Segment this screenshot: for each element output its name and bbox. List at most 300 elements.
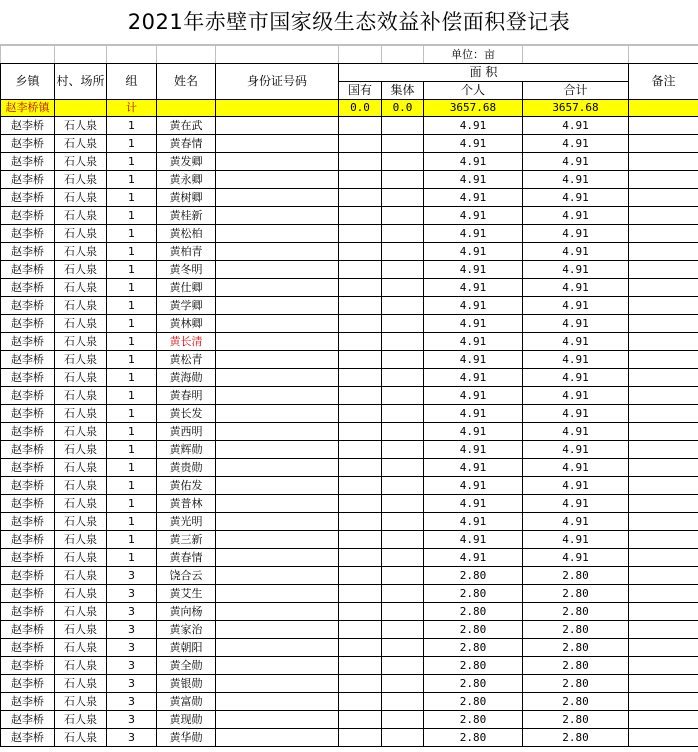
cell-id-number[interactable] <box>216 225 339 243</box>
cell-village[interactable]: 石人泉 <box>55 657 107 675</box>
cell-id-number[interactable] <box>216 513 339 531</box>
cell-collective[interactable] <box>382 279 424 297</box>
cell-township[interactable]: 赵李桥 <box>1 117 55 135</box>
cell-individual[interactable]: 4.91 <box>424 369 523 387</box>
cell-individual[interactable]: 4.91 <box>424 477 523 495</box>
cell-individual[interactable]: 2.80 <box>424 639 523 657</box>
cell-group[interactable]: 1 <box>107 279 157 297</box>
cell-township[interactable]: 赵李桥 <box>1 423 55 441</box>
cell-id-number[interactable] <box>216 549 339 567</box>
cell-collective[interactable] <box>382 477 424 495</box>
cell-village[interactable]: 石人泉 <box>55 333 107 351</box>
cell-id-number[interactable] <box>216 351 339 369</box>
cell-township[interactable]: 赵李桥 <box>1 279 55 297</box>
cell-id-number[interactable] <box>216 585 339 603</box>
cell-remarks[interactable] <box>629 693 698 711</box>
cell-state[interactable] <box>339 657 382 675</box>
cell-name[interactable]: 黄树卿 <box>157 189 216 207</box>
cell-village[interactable]: 石人泉 <box>55 153 107 171</box>
cell-name[interactable]: 黄松青 <box>157 351 216 369</box>
cell-township[interactable]: 赵李桥 <box>1 531 55 549</box>
cell-township[interactable]: 赵李桥 <box>1 369 55 387</box>
cell-individual[interactable]: 4.91 <box>424 441 523 459</box>
cell-individual[interactable]: 4.91 <box>424 243 523 261</box>
cell-remarks[interactable] <box>629 549 698 567</box>
cell-name[interactable]: 黄辉勋 <box>157 441 216 459</box>
cell-name[interactable]: 黄发卿 <box>157 153 216 171</box>
cell-remarks[interactable] <box>629 639 698 657</box>
cell-id-number[interactable] <box>216 639 339 657</box>
cell-township[interactable]: 赵李桥 <box>1 207 55 225</box>
cell-township[interactable]: 赵李桥 <box>1 225 55 243</box>
cell-village[interactable]: 石人泉 <box>55 711 107 729</box>
cell-group[interactable]: 3 <box>107 567 157 585</box>
cell-name[interactable]: 黄朝阳 <box>157 639 216 657</box>
cell-state[interactable] <box>339 207 382 225</box>
cell-state[interactable] <box>339 297 382 315</box>
cell-township[interactable]: 赵李桥 <box>1 603 55 621</box>
cell-id-number[interactable] <box>216 261 339 279</box>
cell-individual[interactable]: 2.80 <box>424 693 523 711</box>
cell-total[interactable]: 2.80 <box>523 621 629 639</box>
cell-name[interactable]: 黄贵勋 <box>157 459 216 477</box>
cell-village[interactable]: 石人泉 <box>55 243 107 261</box>
cell-township[interactable]: 赵李桥 <box>1 333 55 351</box>
cell-group[interactable]: 1 <box>107 423 157 441</box>
cell-remarks[interactable] <box>629 387 698 405</box>
cell-id-number[interactable] <box>216 729 339 747</box>
cell-remarks[interactable] <box>629 477 698 495</box>
cell-name[interactable]: 黄银勋 <box>157 675 216 693</box>
cell-name[interactable]: 黄富勋 <box>157 693 216 711</box>
cell-name[interactable]: 黄学卿 <box>157 297 216 315</box>
cell-collective[interactable] <box>382 585 424 603</box>
cell-remarks[interactable] <box>629 261 698 279</box>
cell-group[interactable]: 1 <box>107 243 157 261</box>
cell-id-number[interactable] <box>216 297 339 315</box>
cell-state[interactable] <box>339 387 382 405</box>
cell-township[interactable]: 赵李桥 <box>1 621 55 639</box>
cell-collective[interactable] <box>382 117 424 135</box>
cell-collective[interactable] <box>382 675 424 693</box>
cell-remarks[interactable] <box>629 585 698 603</box>
cell-state[interactable] <box>339 117 382 135</box>
cell-id-number[interactable] <box>216 441 339 459</box>
cell-village[interactable]: 石人泉 <box>55 315 107 333</box>
cell-name[interactable]: 黄全勋 <box>157 657 216 675</box>
cell-state[interactable] <box>339 405 382 423</box>
cell-group[interactable]: 1 <box>107 441 157 459</box>
cell-individual[interactable]: 4.91 <box>424 207 523 225</box>
cell-individual[interactable]: 4.91 <box>424 117 523 135</box>
cell-state[interactable] <box>339 675 382 693</box>
cell-individual[interactable]: 4.91 <box>424 387 523 405</box>
cell-collective[interactable] <box>382 243 424 261</box>
cell-remarks[interactable] <box>629 495 698 513</box>
cell-state[interactable] <box>339 693 382 711</box>
cell-total[interactable]: 2.80 <box>523 675 629 693</box>
cell-remarks[interactable] <box>629 675 698 693</box>
cell-collective[interactable] <box>382 369 424 387</box>
cell-state[interactable] <box>339 369 382 387</box>
cell-village[interactable]: 石人泉 <box>55 729 107 747</box>
cell-remarks[interactable] <box>629 351 698 369</box>
cell-state[interactable] <box>339 639 382 657</box>
cell-id-number[interactable] <box>216 207 339 225</box>
cell-total[interactable]: 4.91 <box>523 513 629 531</box>
cell-total[interactable]: 4.91 <box>523 297 629 315</box>
cell-collective[interactable] <box>382 315 424 333</box>
cell-total[interactable]: 4.91 <box>523 117 629 135</box>
cell-individual[interactable]: 4.91 <box>424 333 523 351</box>
cell-state[interactable] <box>339 585 382 603</box>
cell-village[interactable]: 石人泉 <box>55 117 107 135</box>
cell-id-number[interactable] <box>216 171 339 189</box>
cell-village[interactable]: 石人泉 <box>55 549 107 567</box>
cell-name[interactable]: 黄冬明 <box>157 261 216 279</box>
cell-total[interactable]: 4.91 <box>523 189 629 207</box>
cell-township[interactable]: 赵李桥 <box>1 477 55 495</box>
cell-remarks[interactable] <box>629 531 698 549</box>
cell-id-number[interactable] <box>216 567 339 585</box>
cell-name[interactable]: 黄春情 <box>157 549 216 567</box>
cell-id-number[interactable] <box>216 693 339 711</box>
cell-name[interactable]: 黄柏青 <box>157 243 216 261</box>
cell-township[interactable]: 赵李桥 <box>1 351 55 369</box>
cell-group[interactable]: 3 <box>107 675 157 693</box>
cell-village[interactable]: 石人泉 <box>55 351 107 369</box>
cell-group[interactable]: 1 <box>107 171 157 189</box>
summary-total[interactable]: 3657.68 <box>523 100 629 117</box>
cell-individual[interactable]: 2.80 <box>424 711 523 729</box>
cell-remarks[interactable] <box>629 441 698 459</box>
cell-total[interactable]: 4.91 <box>523 369 629 387</box>
cell-collective[interactable] <box>382 423 424 441</box>
cell-id-number[interactable] <box>216 423 339 441</box>
cell-group[interactable]: 1 <box>107 189 157 207</box>
cell-total[interactable]: 4.91 <box>523 351 629 369</box>
cell-name[interactable]: 黄松柏 <box>157 225 216 243</box>
cell-remarks[interactable] <box>629 423 698 441</box>
cell-name[interactable]: 黄桂新 <box>157 207 216 225</box>
cell-individual[interactable]: 4.91 <box>424 423 523 441</box>
cell-village[interactable]: 石人泉 <box>55 495 107 513</box>
cell-collective[interactable] <box>382 459 424 477</box>
cell-id-number[interactable] <box>216 243 339 261</box>
cell-name[interactable]: 黄三新 <box>157 531 216 549</box>
cell-state[interactable] <box>339 423 382 441</box>
cell-group[interactable]: 3 <box>107 693 157 711</box>
cell-name[interactable]: 黄家治 <box>157 621 216 639</box>
cell-collective[interactable] <box>382 567 424 585</box>
cell-group[interactable]: 3 <box>107 621 157 639</box>
cell-state[interactable] <box>339 189 382 207</box>
cell-village[interactable]: 石人泉 <box>55 603 107 621</box>
cell-remarks[interactable] <box>629 333 698 351</box>
cell-group[interactable]: 1 <box>107 351 157 369</box>
cell-group[interactable]: 1 <box>107 153 157 171</box>
cell-remarks[interactable] <box>629 207 698 225</box>
cell-village[interactable]: 石人泉 <box>55 585 107 603</box>
cell-remarks[interactable] <box>629 225 698 243</box>
cell-total[interactable]: 4.91 <box>523 279 629 297</box>
cell-individual[interactable]: 2.80 <box>424 603 523 621</box>
cell-township[interactable]: 赵李桥 <box>1 675 55 693</box>
cell-group[interactable]: 1 <box>107 369 157 387</box>
summary-township[interactable]: 赵李桥镇 <box>1 100 55 117</box>
cell-id-number[interactable] <box>216 333 339 351</box>
cell-remarks[interactable] <box>629 189 698 207</box>
summary-collective[interactable]: 0.0 <box>382 100 424 117</box>
cell-village[interactable]: 石人泉 <box>55 423 107 441</box>
cell-individual[interactable]: 4.91 <box>424 531 523 549</box>
cell-collective[interactable] <box>382 387 424 405</box>
cell-state[interactable] <box>339 153 382 171</box>
cell-total[interactable]: 4.91 <box>523 405 629 423</box>
cell-remarks[interactable] <box>629 657 698 675</box>
cell-group[interactable]: 1 <box>107 333 157 351</box>
cell-id-number[interactable] <box>216 189 339 207</box>
cell-township[interactable]: 赵李桥 <box>1 549 55 567</box>
cell-name[interactable]: 黄仕卿 <box>157 279 216 297</box>
cell-id-number[interactable] <box>216 603 339 621</box>
cell-total[interactable]: 4.91 <box>523 333 629 351</box>
cell-remarks[interactable] <box>629 117 698 135</box>
cell-name[interactable]: 黄永卿 <box>157 171 216 189</box>
cell-group[interactable]: 3 <box>107 639 157 657</box>
cell-township[interactable]: 赵李桥 <box>1 315 55 333</box>
cell-collective[interactable] <box>382 549 424 567</box>
cell-state[interactable] <box>339 441 382 459</box>
cell-id-number[interactable] <box>216 135 339 153</box>
cell-id-number[interactable] <box>216 675 339 693</box>
cell-name[interactable]: 黄春情 <box>157 135 216 153</box>
cell-name[interactable]: 黄佑发 <box>157 477 216 495</box>
cell-total[interactable]: 4.91 <box>523 387 629 405</box>
cell-individual[interactable]: 4.91 <box>424 405 523 423</box>
cell-group[interactable]: 1 <box>107 549 157 567</box>
cell-state[interactable] <box>339 459 382 477</box>
cell-total[interactable]: 4.91 <box>523 261 629 279</box>
cell-village[interactable]: 石人泉 <box>55 531 107 549</box>
cell-collective[interactable] <box>382 189 424 207</box>
cell-township[interactable]: 赵李桥 <box>1 189 55 207</box>
cell-total[interactable]: 2.80 <box>523 585 629 603</box>
cell-group[interactable]: 1 <box>107 513 157 531</box>
cell-state[interactable] <box>339 171 382 189</box>
cell-village[interactable]: 石人泉 <box>55 225 107 243</box>
cell-collective[interactable] <box>382 225 424 243</box>
cell-individual[interactable]: 4.91 <box>424 153 523 171</box>
cell-total[interactable]: 4.91 <box>523 495 629 513</box>
cell-remarks[interactable] <box>629 153 698 171</box>
cell-group[interactable]: 1 <box>107 387 157 405</box>
cell-remarks[interactable] <box>629 279 698 297</box>
cell-name[interactable]: 黄光明 <box>157 513 216 531</box>
cell-id-number[interactable] <box>216 405 339 423</box>
cell-village[interactable]: 石人泉 <box>55 297 107 315</box>
cell-id-number[interactable] <box>216 621 339 639</box>
cell-state[interactable] <box>339 711 382 729</box>
cell-village[interactable]: 石人泉 <box>55 261 107 279</box>
cell-village[interactable]: 石人泉 <box>55 189 107 207</box>
cell-total[interactable]: 4.91 <box>523 549 629 567</box>
cell-group[interactable]: 1 <box>107 135 157 153</box>
cell-id-number[interactable] <box>216 495 339 513</box>
cell-collective[interactable] <box>382 405 424 423</box>
cell-id-number[interactable] <box>216 117 339 135</box>
cell-village[interactable]: 石人泉 <box>55 621 107 639</box>
cell-collective[interactable] <box>382 135 424 153</box>
cell-individual[interactable]: 2.80 <box>424 567 523 585</box>
cell-name[interactable]: 黄林卿 <box>157 315 216 333</box>
cell-state[interactable] <box>339 549 382 567</box>
cell-individual[interactable]: 2.80 <box>424 729 523 747</box>
cell-village[interactable]: 石人泉 <box>55 369 107 387</box>
cell-total[interactable]: 4.91 <box>523 153 629 171</box>
cell-individual[interactable]: 4.91 <box>424 315 523 333</box>
cell-total[interactable]: 2.80 <box>523 711 629 729</box>
cell-group[interactable]: 1 <box>107 207 157 225</box>
cell-id-number[interactable] <box>216 153 339 171</box>
cell-total[interactable]: 4.91 <box>523 243 629 261</box>
cell-township[interactable]: 赵李桥 <box>1 171 55 189</box>
cell-state[interactable] <box>339 477 382 495</box>
cell-township[interactable]: 赵李桥 <box>1 639 55 657</box>
summary-label[interactable]: 计 <box>107 100 157 117</box>
cell-individual[interactable]: 4.91 <box>424 459 523 477</box>
cell-group[interactable]: 1 <box>107 225 157 243</box>
cell-township[interactable]: 赵李桥 <box>1 153 55 171</box>
cell-collective[interactable] <box>382 657 424 675</box>
cell-collective[interactable] <box>382 297 424 315</box>
cell-individual[interactable]: 4.91 <box>424 297 523 315</box>
cell-id-number[interactable] <box>216 387 339 405</box>
cell-village[interactable]: 石人泉 <box>55 135 107 153</box>
cell-collective[interactable] <box>382 207 424 225</box>
cell-village[interactable]: 石人泉 <box>55 675 107 693</box>
cell-remarks[interactable] <box>629 513 698 531</box>
cell-collective[interactable] <box>382 261 424 279</box>
cell-remarks[interactable] <box>629 369 698 387</box>
cell-township[interactable]: 赵李桥 <box>1 441 55 459</box>
cell-village[interactable]: 石人泉 <box>55 459 107 477</box>
cell-name[interactable]: 饶合云 <box>157 567 216 585</box>
cell-state[interactable] <box>339 279 382 297</box>
cell-township[interactable]: 赵李桥 <box>1 693 55 711</box>
cell-total[interactable]: 2.80 <box>523 567 629 585</box>
cell-total[interactable]: 4.91 <box>523 531 629 549</box>
cell-id-number[interactable] <box>216 315 339 333</box>
cell-total[interactable]: 4.91 <box>523 459 629 477</box>
cell-township[interactable]: 赵李桥 <box>1 297 55 315</box>
cell-state[interactable] <box>339 513 382 531</box>
cell-remarks[interactable] <box>629 315 698 333</box>
cell-state[interactable] <box>339 495 382 513</box>
cell-name[interactable]: 黄华勋 <box>157 729 216 747</box>
cell-state[interactable] <box>339 729 382 747</box>
cell-village[interactable]: 石人泉 <box>55 207 107 225</box>
cell-group[interactable]: 1 <box>107 117 157 135</box>
cell-village[interactable]: 石人泉 <box>55 477 107 495</box>
cell-remarks[interactable] <box>629 567 698 585</box>
cell-total[interactable]: 4.91 <box>523 207 629 225</box>
cell-name[interactable]: 黄春明 <box>157 387 216 405</box>
cell-state[interactable] <box>339 135 382 153</box>
cell-group[interactable]: 1 <box>107 531 157 549</box>
cell-township[interactable]: 赵李桥 <box>1 711 55 729</box>
cell-state[interactable] <box>339 333 382 351</box>
cell-collective[interactable] <box>382 171 424 189</box>
cell-total[interactable]: 4.91 <box>523 477 629 495</box>
cell-name[interactable]: 黄艾生 <box>157 585 216 603</box>
cell-group[interactable]: 1 <box>107 297 157 315</box>
cell-name[interactable]: 黄普林 <box>157 495 216 513</box>
cell-collective[interactable] <box>382 621 424 639</box>
cell-township[interactable]: 赵李桥 <box>1 135 55 153</box>
cell-id-number[interactable] <box>216 459 339 477</box>
cell-township[interactable]: 赵李桥 <box>1 387 55 405</box>
cell-group[interactable]: 1 <box>107 459 157 477</box>
cell-group[interactable]: 1 <box>107 477 157 495</box>
cell-individual[interactable]: 2.80 <box>424 675 523 693</box>
cell-name[interactable]: 黄向杨 <box>157 603 216 621</box>
cell-village[interactable]: 石人泉 <box>55 387 107 405</box>
cell-collective[interactable] <box>382 441 424 459</box>
cell-village[interactable]: 石人泉 <box>55 639 107 657</box>
cell-collective[interactable] <box>382 513 424 531</box>
cell-total[interactable]: 4.91 <box>523 225 629 243</box>
cell-collective[interactable] <box>382 531 424 549</box>
cell-remarks[interactable] <box>629 621 698 639</box>
cell-individual[interactable]: 4.91 <box>424 513 523 531</box>
cell-id-number[interactable] <box>216 531 339 549</box>
cell-id-number[interactable] <box>216 279 339 297</box>
cell-name[interactable]: 黄长发 <box>157 405 216 423</box>
cell-group[interactable]: 3 <box>107 711 157 729</box>
cell-collective[interactable] <box>382 711 424 729</box>
cell-collective[interactable] <box>382 351 424 369</box>
cell-total[interactable]: 2.80 <box>523 693 629 711</box>
summary-state[interactable]: 0.0 <box>339 100 382 117</box>
cell-name[interactable]: 黄海勋 <box>157 369 216 387</box>
cell-township[interactable]: 赵李桥 <box>1 405 55 423</box>
cell-village[interactable]: 石人泉 <box>55 441 107 459</box>
cell-collective[interactable] <box>382 639 424 657</box>
cell-township[interactable]: 赵李桥 <box>1 657 55 675</box>
cell-id-number[interactable] <box>216 657 339 675</box>
cell-id-number[interactable] <box>216 369 339 387</box>
cell-collective[interactable] <box>382 495 424 513</box>
cell-township[interactable]: 赵李桥 <box>1 513 55 531</box>
cell-total[interactable]: 4.91 <box>523 315 629 333</box>
cell-group[interactable]: 3 <box>107 729 157 747</box>
cell-state[interactable] <box>339 603 382 621</box>
cell-remarks[interactable] <box>629 171 698 189</box>
cell-collective[interactable] <box>382 153 424 171</box>
cell-group[interactable]: 1 <box>107 495 157 513</box>
cell-state[interactable] <box>339 621 382 639</box>
cell-group[interactable]: 1 <box>107 405 157 423</box>
cell-remarks[interactable] <box>629 405 698 423</box>
cell-state[interactable] <box>339 531 382 549</box>
cell-group[interactable]: 1 <box>107 261 157 279</box>
cell-individual[interactable]: 4.91 <box>424 189 523 207</box>
cell-individual[interactable]: 4.91 <box>424 351 523 369</box>
cell-individual[interactable]: 2.80 <box>424 621 523 639</box>
cell-individual[interactable]: 4.91 <box>424 171 523 189</box>
cell-township[interactable]: 赵李桥 <box>1 567 55 585</box>
